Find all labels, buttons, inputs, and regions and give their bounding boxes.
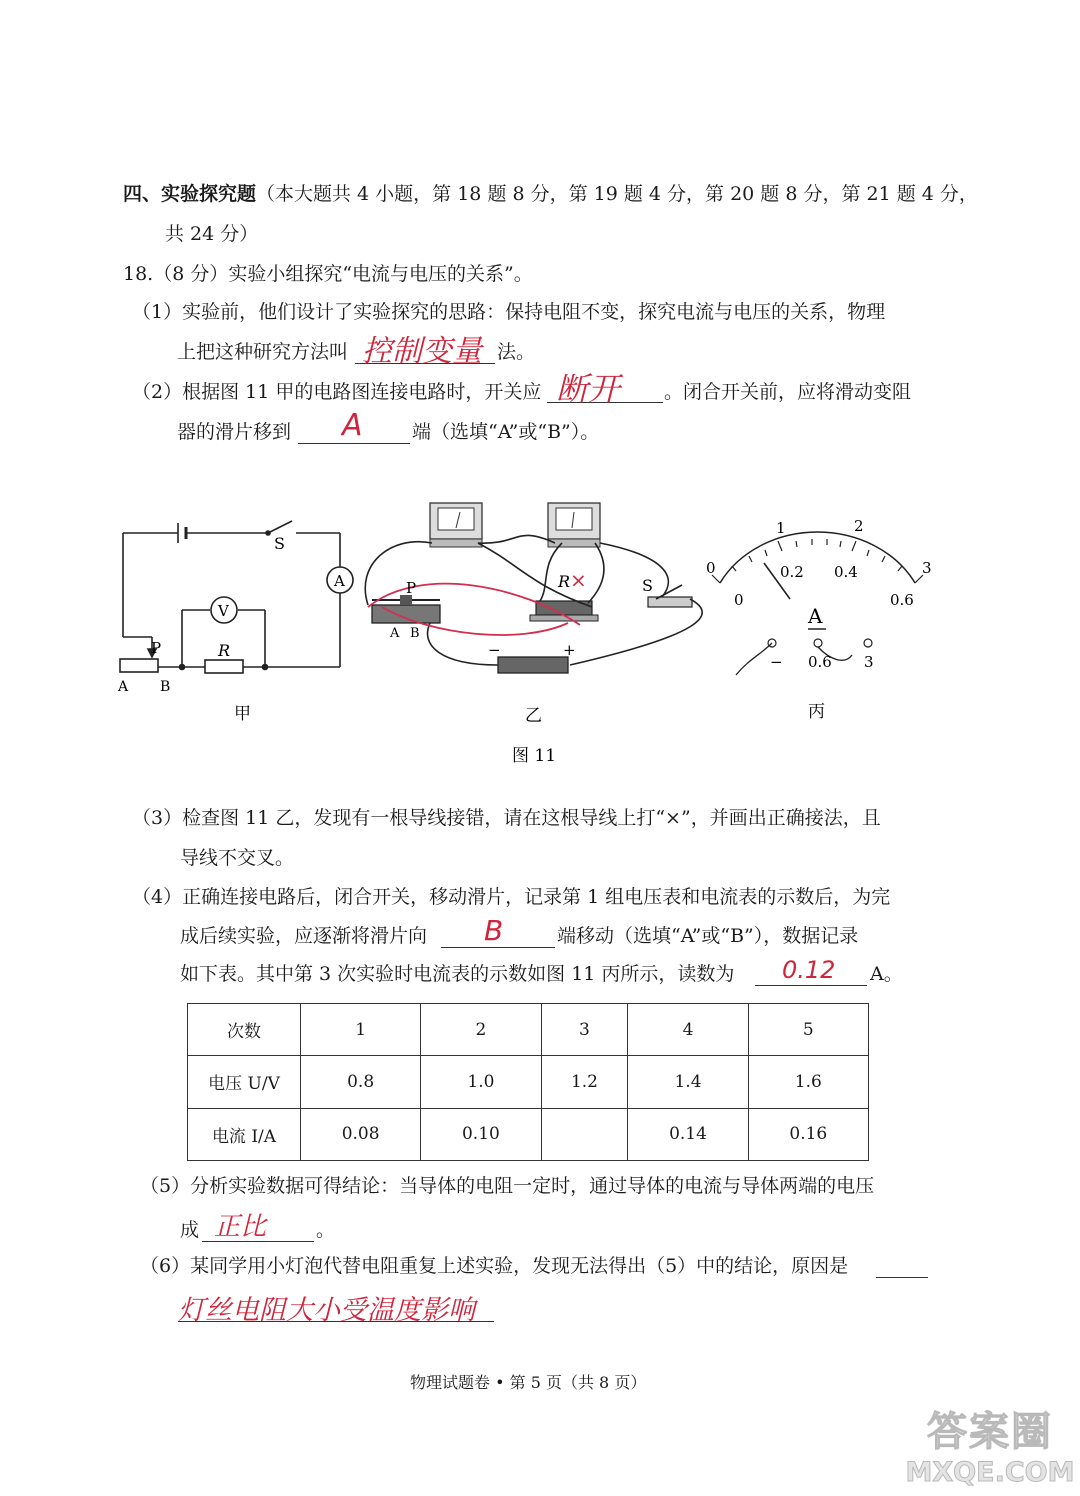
switch-blade	[268, 521, 292, 533]
part4-line3-suffix: A。	[870, 963, 903, 985]
part2-line2-prefix: 器的滑片移到	[177, 421, 292, 443]
figure-11	[100, 495, 960, 775]
part2-line1-suffix: 。闭合开关前，应将滑动变阻	[664, 381, 912, 403]
part3-line1: （3）检查图 11 乙，发现有一根导线接错，请在这根导线上打“×”，并画出正确接法，且	[132, 807, 881, 829]
rheostat-body	[120, 659, 158, 672]
part4-line2-suffix: 端移动（选填“A”或“B”），数据记录	[557, 925, 859, 947]
table-cell: 0.14	[628, 1108, 748, 1160]
schematic-resistor-label: R	[218, 641, 231, 660]
part4-answer1: B	[484, 914, 504, 947]
table-cell: 1.4	[628, 1056, 748, 1108]
table-cell: 3	[541, 1004, 628, 1056]
dial-unit: A	[808, 604, 823, 628]
part1-line1: （1）实验前，他们设计了实验探究的思路：保持电阻不变，探究电流与电压的关系，物理	[132, 301, 886, 323]
part4-blank2	[755, 984, 867, 986]
part2-answer1: 断开	[556, 370, 621, 408]
table-cell: 电流 I/A	[188, 1108, 301, 1160]
part1-line2-suffix: 法。	[497, 341, 536, 363]
part3-line2: 导线不交叉。	[180, 847, 295, 869]
part2-answer2: A	[342, 408, 363, 443]
table-cell	[541, 1108, 628, 1160]
physical-end-a: A	[390, 626, 400, 641]
data-table	[187, 1003, 869, 1161]
table-cell: 0.16	[748, 1108, 868, 1160]
part1-answer: 控制变量	[362, 334, 482, 369]
part5-line2-prefix: 成	[180, 1219, 200, 1241]
table-cell: 2	[421, 1004, 541, 1056]
table-cell: 1	[301, 1004, 421, 1056]
svg-text:0.6: 0.6	[890, 591, 914, 609]
table-cell: 4	[628, 1004, 748, 1056]
svg-text:1: 1	[776, 519, 786, 537]
dial-ticks	[712, 539, 923, 583]
part4-line3-prefix: 如下表。其中第 3 次实验时电流表的示数如图 11 丙所示，读数为	[180, 963, 735, 985]
figure-label-jia: 甲	[234, 704, 251, 724]
terminal-3-label: 3	[864, 653, 874, 671]
physical-switch-label: S	[642, 576, 653, 595]
section-desc-cont: 共 24 分）	[165, 223, 259, 245]
table-cell: 1.6	[748, 1056, 868, 1108]
table-cell: 5	[748, 1004, 868, 1056]
schematic-end-a: A	[118, 679, 129, 695]
dial-upper-scale	[706, 517, 932, 577]
terminal-06-label: 0.6	[808, 653, 832, 671]
schematic-voltmeter-label: V	[218, 602, 229, 620]
table-header-row	[188, 1004, 869, 1056]
part6-answer: 灯丝电阻大小受温度影响	[178, 1295, 475, 1326]
table-cell: 1.0	[421, 1056, 541, 1108]
voltmeter-device	[430, 503, 482, 547]
part6-answer-underline	[178, 1320, 494, 1322]
question-heading: 18.（8 分）实验小组探究“电流与电压的关系”。	[123, 263, 533, 285]
wrong-wire-cross: ×	[570, 568, 587, 592]
part4-line2-prefix: 成后续实验，应逐渐将滑片向	[180, 925, 428, 947]
section-heading	[123, 182, 978, 206]
figure-label-yi: 乙	[525, 706, 542, 726]
battery-pos-label: +	[563, 641, 576, 659]
section-title: 四、实验探究题	[123, 183, 257, 205]
part6-line1: （6）某同学用小灯泡代替电阻重复上述实验，发现无法得出（5）中的结论，原因是	[140, 1255, 849, 1277]
section-desc: （本大题共 4 小题，第 18 题 8 分，第 19 题 4 分，第 20 题 8 分，第 21 题 4 分，	[256, 183, 978, 205]
svg-text:0: 0	[734, 591, 744, 609]
schematic-end-b: B	[160, 679, 171, 695]
schematic-slider-label: P	[151, 639, 162, 657]
terminal-mid	[814, 639, 822, 647]
schematic-switch-label: S	[274, 534, 285, 553]
part4-line1: （4）正确连接电路后，闭合开关，移动滑片，记录第 1 组电压表和电流表的示数后，为完	[132, 886, 891, 908]
svg-text:0.4: 0.4	[834, 563, 858, 581]
part5-answer: 正比	[214, 1212, 267, 1242]
resistor-body	[205, 660, 243, 673]
table-cell: 电压 U/V	[188, 1056, 301, 1108]
table-row	[188, 1108, 869, 1160]
terminal-right	[864, 639, 872, 647]
figure-label-bing: 丙	[808, 702, 825, 722]
battery-neg-label: −	[488, 641, 501, 659]
physical-resistor-label: R	[558, 572, 571, 591]
part4-answer2: 0.12	[782, 956, 836, 984]
part1-line2-prefix: 上把这种研究方法叫	[177, 341, 349, 363]
watermark-bottom: MXQE.COM	[905, 1457, 1075, 1488]
table-cell: 次数	[188, 1004, 301, 1056]
svg-text:3: 3	[922, 559, 932, 577]
table-cell: 0.08	[301, 1108, 421, 1160]
physical-slider-label: P	[406, 579, 417, 597]
svg-text:0.2: 0.2	[780, 563, 804, 581]
watermark-top: 答案圈	[927, 1409, 1053, 1455]
terminal-neg-label: −	[770, 653, 783, 671]
figure-caption: 图 11	[512, 746, 557, 766]
table-cell: 0.10	[421, 1108, 541, 1160]
part2-line2-suffix: 端（选填“A”或“B”）。	[412, 421, 600, 443]
dial-lower-scale	[734, 563, 914, 609]
switch-device	[648, 585, 692, 607]
physical-end-b: B	[410, 626, 420, 641]
ammeter-device	[548, 503, 600, 547]
schematic-ammeter-label: A	[334, 572, 345, 590]
svg-text:2: 2	[854, 517, 864, 535]
table-cell: 1.2	[541, 1056, 628, 1108]
part5-line1: （5）分析实验数据可得结论：当导体的电阻一定时，通过导体的电流与导体两端的电压	[140, 1175, 875, 1197]
table-cell: 0.8	[301, 1056, 421, 1108]
table-row	[188, 1056, 869, 1108]
part6-blank	[876, 1276, 928, 1278]
part2-line1-prefix: （2）根据图 11 甲的电路图连接电路时，开关应	[132, 381, 542, 403]
part5-line2-suffix: 。	[316, 1219, 336, 1241]
watermark	[905, 1400, 1075, 1488]
page-footer: 物理试题卷 • 第 5 页（共 8 页）	[410, 1373, 647, 1392]
battery-device	[498, 657, 568, 673]
svg-text:0: 0	[706, 559, 716, 577]
